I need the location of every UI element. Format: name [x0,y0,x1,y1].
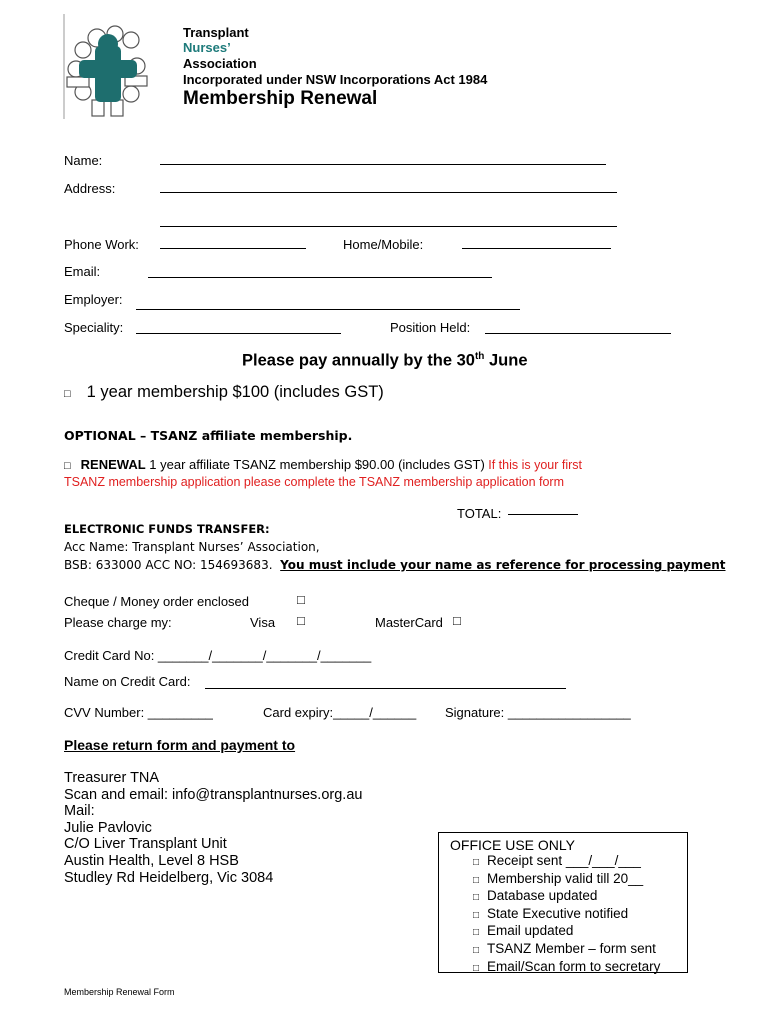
membership-checkbox[interactable]: □ [64,388,71,400]
office-item-email-updated[interactable]: □ Email updated [473,923,574,939]
return-address [64,770,362,886]
return-line: Mail: [64,803,95,820]
return-line: Studley Rd Heidelberg, Vic 3084 [64,869,274,886]
position-held-label: Position Held: [390,320,471,335]
speciality-field[interactable] [136,333,341,334]
home-mobile-label: Home/Mobile: [343,237,424,252]
return-line: C/O Liver Transplant Unit [64,836,227,853]
total-label: TOTAL: [457,506,502,521]
name-on-card-field[interactable] [205,688,566,689]
cheque-checkbox[interactable]: □ [297,592,305,607]
office-item-receipt[interactable]: □ Receipt sent ___/___/___ [473,853,641,868]
renewal-option[interactable]: □ RENEWAL 1 year affiliate TSANZ membership $90.00 (includes GST) If this is your first [64,457,583,472]
footer-text: Membership Renewal Form [64,987,175,997]
office-use-list [473,853,660,976]
org-name-line3: Association [183,56,257,71]
eft-heading: ELECTRONIC FUNDS TRANSFER: [64,522,270,536]
cvv-field[interactable]: CVV Number: _________ [64,705,213,720]
email-field[interactable] [148,277,492,278]
membership-option[interactable]: □ 1 year membership $100 (includes GST) [64,383,384,401]
incorporation-statement: Incorporated under NSW Incorporations Act 1984 [183,72,488,87]
address-field-line2[interactable] [160,226,617,227]
name-field[interactable] [160,164,606,165]
office-item-database[interactable]: □ Database updated [473,888,598,904]
optional-heading: OPTIONAL – TSANZ affiliate membership. [64,428,353,443]
office-item-membership-valid[interactable]: □ Membership valid till 20__ [473,870,644,886]
credit-card-number-field[interactable]: Credit Card No: _______/_______/_______/_______ [64,648,372,663]
office-item-state-exec[interactable]: □ State Executive notified [473,905,629,921]
renewal-checkbox[interactable]: □ [64,460,71,472]
return-line: Austin Health, Level 8 HSB [64,852,239,869]
return-line: Scan and email: info@transplantnurses.org.au [64,786,363,803]
office-item-tsanz[interactable]: □ TSANZ Member – form sent [473,940,656,956]
email-label: Email: [64,264,101,279]
office-use-box [438,832,688,973]
employer-field[interactable] [136,309,520,310]
total-field[interactable] [508,514,578,515]
org-name-line2: Nurses’ [183,40,231,55]
return-line: Treasurer TNA [64,770,160,786]
org-name-line1: Transplant [183,25,249,40]
eft-bank-details: BSB: 633000 ACC NO: 154693683. You must include your name as reference for processing payment [64,558,726,572]
visa-label: Visa [250,615,276,630]
eft-account-name: Acc Name: Transplant Nurses’ Association, [64,540,320,554]
return-heading: Please return form and payment to [64,737,296,753]
cheque-label: Cheque / Money order enclosed [64,594,250,609]
mastercard-checkbox[interactable]: □ [453,613,461,628]
address-label: Address: [64,181,116,196]
renewal-note: TSANZ membership application please complete the TSANZ membership application form [64,475,564,489]
tna-logo-icon [57,14,152,119]
name-label: Name: [64,153,103,168]
mastercard-label: MasterCard [375,615,443,630]
visa-checkbox[interactable]: □ [297,613,305,628]
office-item-email-scan[interactable]: □ Email/Scan form to secretary [473,958,661,974]
home-mobile-field[interactable] [462,248,611,249]
page-title: Membership Renewal [183,88,378,109]
speciality-label: Speciality: [64,320,124,335]
employer-label: Employer: [64,292,123,307]
address-field-line1[interactable] [160,192,617,193]
phone-work-field[interactable] [160,248,306,249]
return-line: Julie Pavlovic [64,819,152,836]
name-on-card-label: Name on Credit Card: [64,674,191,689]
charge-label: Please charge my: [64,615,172,630]
signature-field[interactable]: Signature: _________________ [445,705,631,720]
position-held-field[interactable] [485,333,671,334]
phone-work-label: Phone Work: [64,237,139,252]
payment-heading: Please pay annually by the 30th June [242,351,528,370]
card-expiry-field[interactable]: Card expiry:_____/______ [263,705,417,720]
office-use-title: OFFICE USE ONLY [450,837,575,853]
